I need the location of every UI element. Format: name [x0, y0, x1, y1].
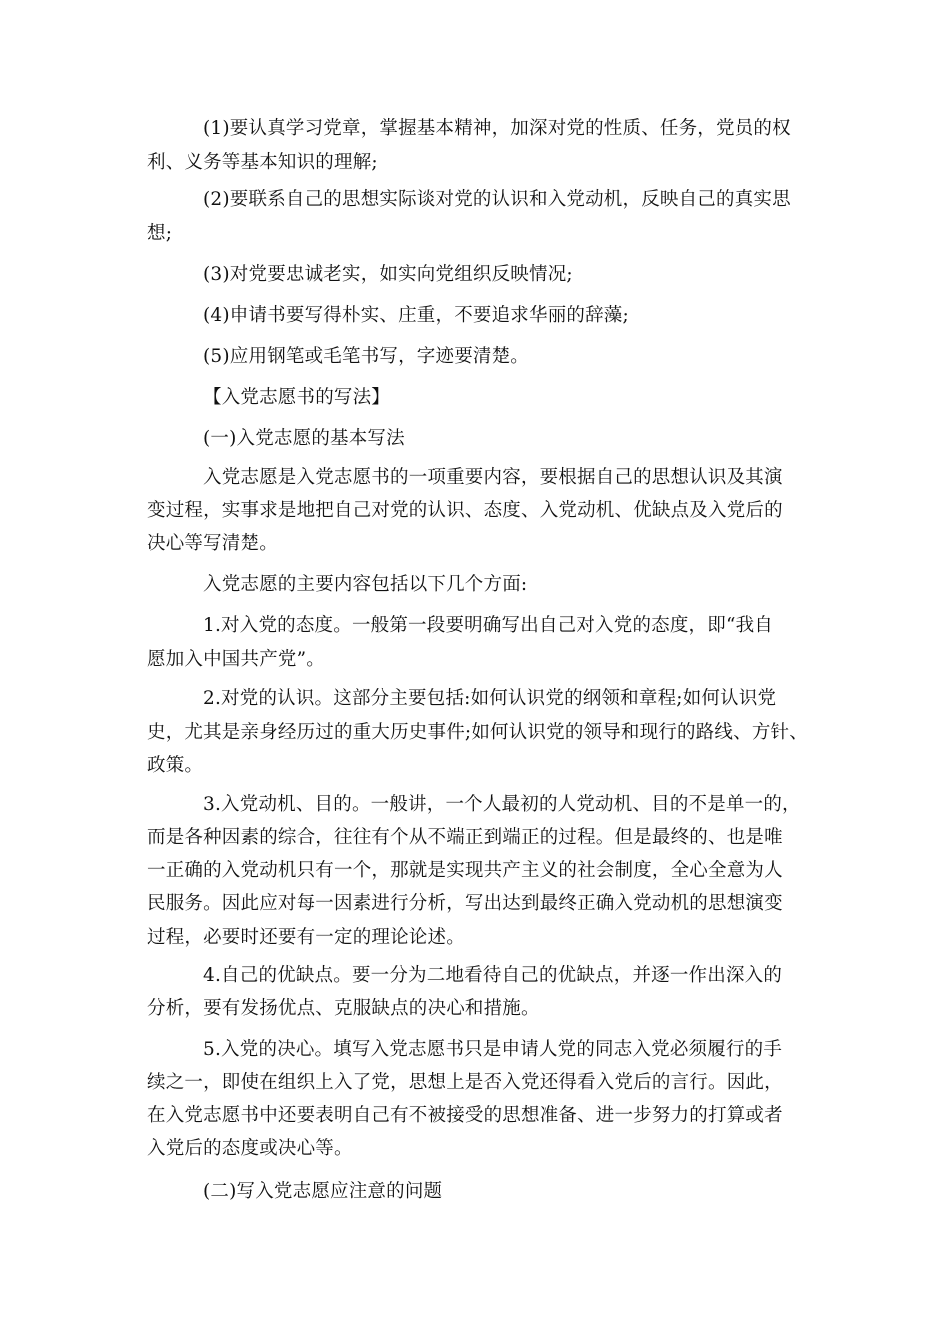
- text-line: 想;: [147, 223, 173, 244]
- text-line: 2.对党的认识。这部分主要包括:如何认识党的纲领和章程;如何认识党: [203, 688, 777, 709]
- text-line: (2)要联系自己的思想实际谈对党的认识和入党动机，反映自己的真实思: [203, 189, 791, 210]
- text-line: (1)要认真学习党章，掌握基本精神，加深对党的性质、任务，党员的权: [203, 118, 791, 139]
- text-line: 5.入党的决心。填写入党志愿书只是申请人党的同志入党必须履行的手: [203, 1039, 783, 1060]
- text-line: 利、义务等基本知识的理解;: [147, 152, 378, 173]
- text-line: 4.自己的优缺点。要一分为二地看待自己的优缺点，并逐一作出深入的: [203, 965, 783, 986]
- text-line: 一正确的入党动机只有一个，那就是实现共产主义的社会制度，全心全意为人: [147, 860, 783, 881]
- text-line: 愿加入中国共产党”。: [147, 649, 325, 670]
- text-line: (4)申请书要写得朴实、庄重，不要追求华丽的辞藻;: [203, 305, 629, 326]
- text-line: 入党志愿是入党志愿书的一项重要内容，要根据自己的思想认识及其演: [203, 467, 783, 488]
- text-line: 变过程，实事求是地把自己对党的认识、态度、入党动机、优缺点及入党后的: [147, 500, 783, 521]
- text-line: 过程，必要时还要有一定的理论论述。: [147, 927, 465, 948]
- text-line: 1.对入党的态度。一般第一段要明确写出自己对入党的态度，即“我自: [203, 615, 774, 636]
- text-line: 入党志愿的主要内容包括以下几个方面:: [203, 574, 528, 595]
- text-line: 政策。: [147, 755, 204, 776]
- text-line: 决心等写清楚。: [147, 533, 278, 554]
- text-line: (3)对党要忠诚老实，如实向党组织反映情况;: [203, 264, 573, 285]
- section-heading: 【入党志愿书的写法】: [203, 387, 391, 408]
- text-line: 分析，要有发扬优点、克服缺点的决心和措施。: [147, 998, 540, 1019]
- subsection-heading: (二)写入党志愿应注意的问题: [203, 1181, 443, 1202]
- subsection-heading: (一)入党志愿的基本写法: [203, 428, 405, 449]
- text-line: 而是各种因素的综合，往往有个从不端正到端正的过程。但是最终的、也是唯: [147, 827, 783, 848]
- text-line: 史，尤其是亲身经历过的重大历史事件;如何认识党的领导和现行的路线、方针、: [147, 722, 808, 743]
- text-line: 续之一，即使在组织上入了党，思想上是否入党还得看入党后的言行。因此，: [147, 1072, 783, 1093]
- text-line: 民服务。因此应对每一因素进行分析，写出达到最终正确入党动机的思想演变: [147, 893, 783, 914]
- text-line: 3.入党动机、目的。一般讲，一个人最初的人党动机、目的不是单一的，: [203, 794, 801, 815]
- text-line: 在入党志愿书中还要表明自己有不被接受的思想准备、进一步努力的打算或者: [147, 1105, 783, 1126]
- text-line: (5)应用钢笔或毛笔书写，字迹要清楚。: [203, 346, 530, 367]
- text-line: 入党后的态度或决心等。: [147, 1138, 353, 1159]
